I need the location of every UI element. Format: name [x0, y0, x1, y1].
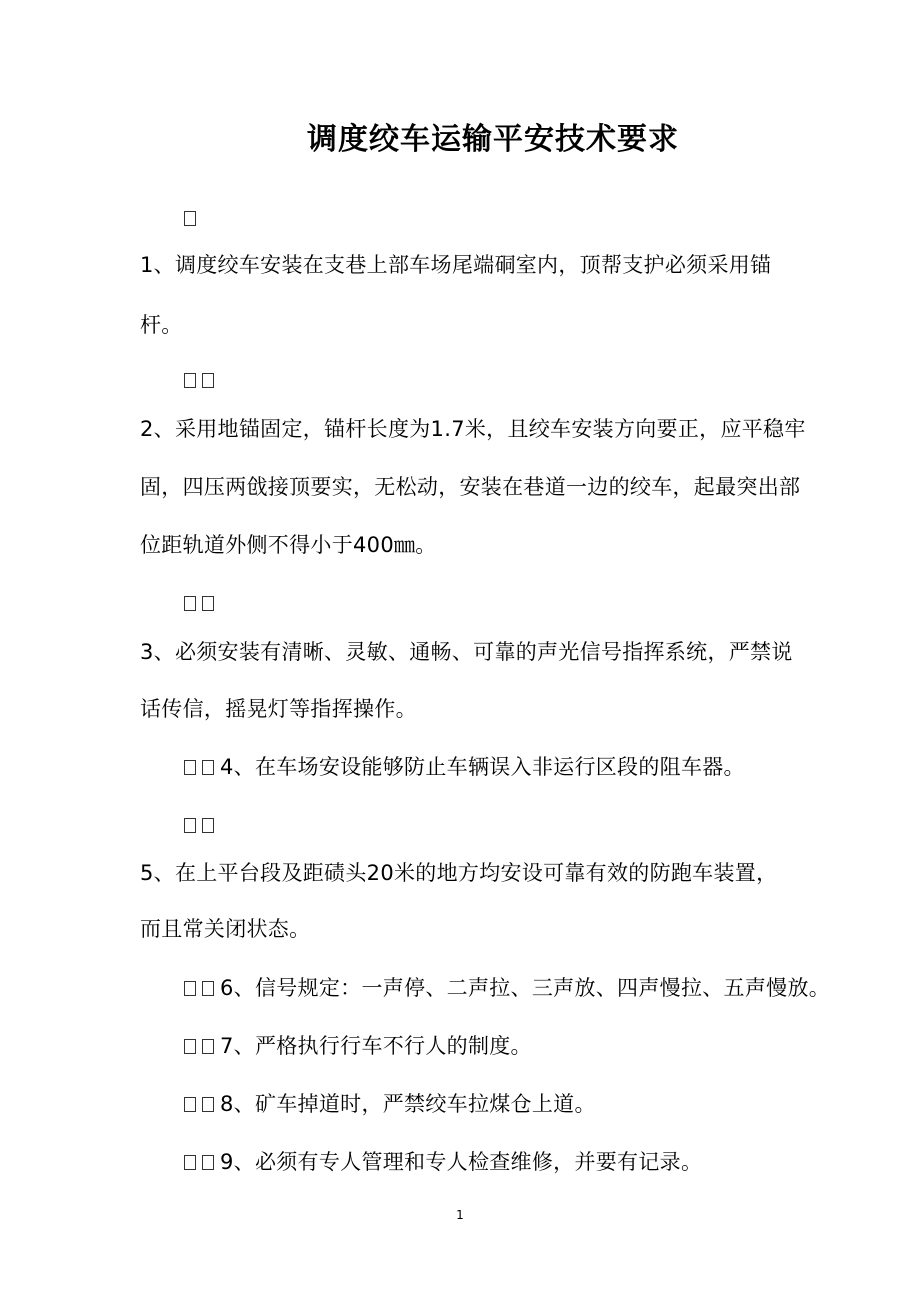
paragraph-4 [184, 752, 745, 782]
missing-glyph-icon [184, 1155, 196, 1170]
paragraph-2-line-1: 2、采用地锚固定，锚杆长度为1.7米，且绞车安装方向要正，应平稳牢 [140, 417, 806, 441]
missing-glyph-icon [202, 818, 214, 833]
missing-glyph-icon [184, 1039, 196, 1054]
missing-glyph-icon [184, 596, 196, 611]
paragraph-2-line-2: 固，四压两戗接顶要实，无松动，安装在巷道一边的绞车，起最突出部 [140, 475, 801, 499]
paragraph-9 [184, 1147, 702, 1177]
paragraph-4-text: 4、在车场安设能够防止车辆误入非运行区段的阻车器。 [220, 755, 745, 779]
missing-glyph-icon [184, 760, 196, 775]
missing-glyph-icon [202, 760, 214, 775]
missing-glyph-icon [202, 596, 214, 611]
missing-glyph-icon [184, 1097, 196, 1112]
paragraph-7 [184, 1031, 532, 1061]
missing-glyph-icon [202, 981, 214, 996]
missing-glyph-icon [184, 373, 196, 388]
paragraph-3-line-2: 话传信，摇晃灯等指挥操作。 [140, 697, 417, 721]
missing-glyph-icon [202, 1155, 214, 1170]
missing-glyph-icon [184, 211, 196, 226]
paragraph-3-line-1: 3、必须安装有清晰、灵敏、通畅、可靠的声光信号指挥系统，严禁说 [140, 640, 793, 664]
placeholder-glyph-row [184, 365, 220, 395]
missing-glyph-icon [184, 818, 196, 833]
missing-glyph-icon [184, 981, 196, 996]
placeholder-glyph-row [184, 810, 220, 840]
missing-glyph-icon [202, 1039, 214, 1054]
placeholder-glyph-row [184, 588, 220, 618]
title-container [0, 114, 920, 158]
placeholder-glyph-row [184, 203, 202, 233]
paragraph-8 [184, 1089, 596, 1119]
paragraph-2-line-3: 位距轨道外侧不得小于400㎜。 [140, 533, 437, 557]
paragraph-8-text: 8、矿车掉道时，严禁绞车拉煤仓上道。 [220, 1092, 596, 1116]
missing-glyph-icon [202, 373, 214, 388]
paragraph-5-line-1: 5、在上平台段及距碛头20米的地方均安设可靠有效的防跑车装置， [140, 861, 778, 885]
paragraph-1-line-2: 杆。 [140, 313, 183, 337]
page-number: 1 [456, 1208, 464, 1222]
paragraph-5-line-2: 而且常关闭状态。 [140, 917, 311, 941]
paragraph-7-text: 7、严格执行行车不行人的制度。 [220, 1034, 532, 1058]
paragraph-9-text: 9、必须有专人管理和专人检查维修，并要有记录。 [220, 1150, 703, 1174]
paragraph-1-line-1: 1、调度绞车安装在支巷上部车场尾端硐室内，顶帮支护必须采用锚 [140, 253, 772, 277]
paragraph-6 [184, 973, 830, 1003]
paragraph-6-text: 6、信号规定：一声停、二声拉、三声放、四声慢拉、五声慢放。 [220, 976, 831, 1000]
page-title: 调度绞车运输平安技术要求 [307, 122, 679, 157]
missing-glyph-icon [202, 1097, 214, 1112]
